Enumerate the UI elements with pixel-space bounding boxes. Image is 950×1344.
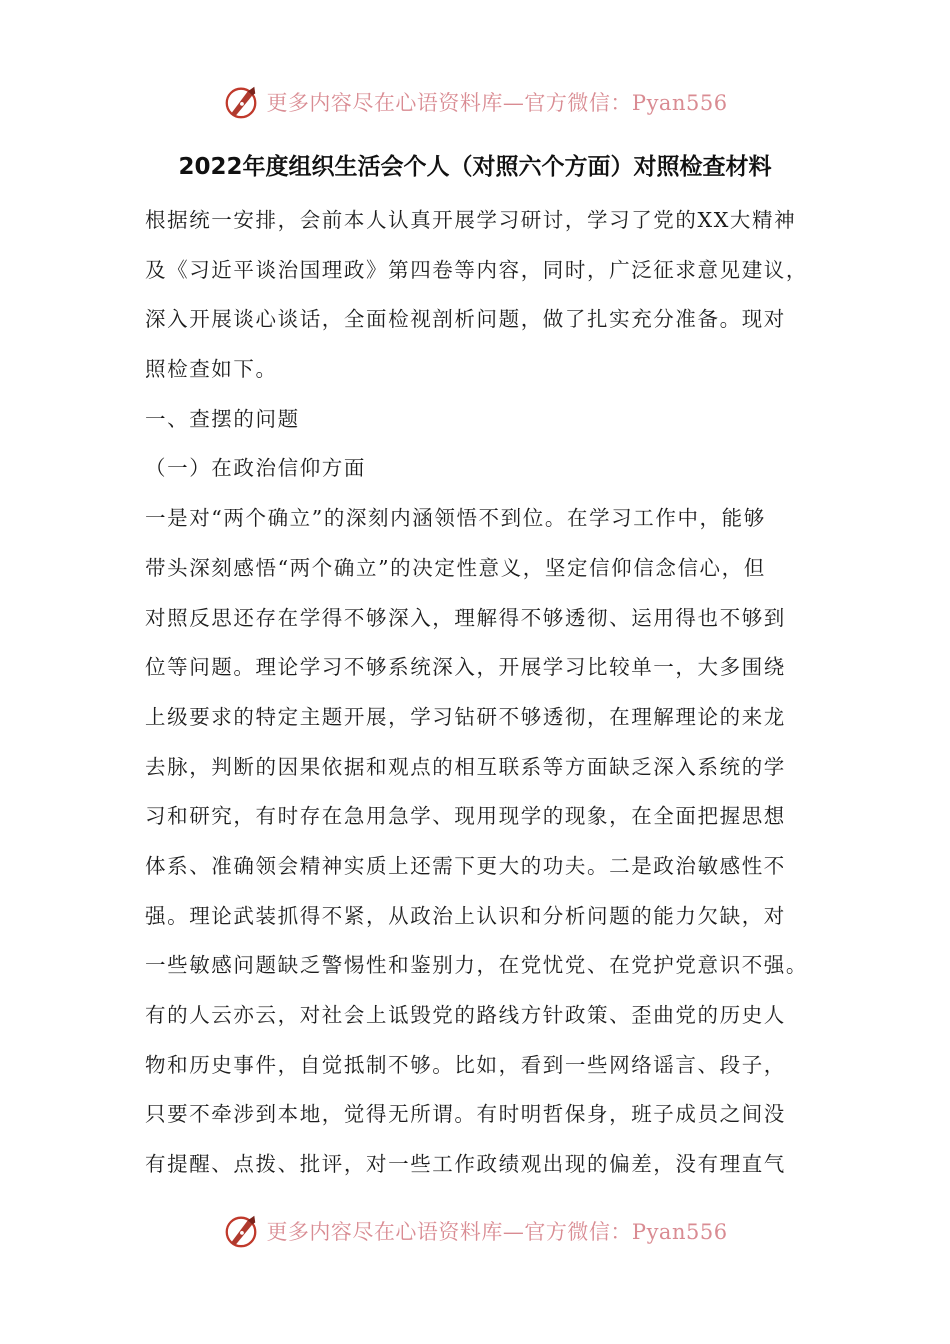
body-line: 一些敏感问题缺乏警惕性和鉴别力，在党忧党、在党护党意识不强。 [145,953,808,978]
header-watermark-banner [0,77,950,127]
body-line: 深入开展谈心谈话，全面检视剖析问题，做了扎实充分准备。现对 [145,307,786,332]
body-line: 去脉，判断的因果依据和观点的相互联系等方面缺乏深入系统的学 [145,754,786,779]
body-line: 位等问题。理论学习不够系统深入，开展学习比较单一，大多围绕 [145,655,786,680]
body-line: 照检查如下。 [145,357,278,382]
body-line: 习和研究，有时存在急用急学、现用现学的现象，在全面把握思想 [145,804,786,829]
body-line: 一是对“两个确立”的深刻内涵领悟不到位。在学习工作中，能够 [145,506,766,531]
header-watermark-text: 更多内容尽在心语资料库—官方微信：Pyan556 [266,91,728,115]
footer-watermark-banner [0,1206,950,1256]
pen-nib-circle-icon [222,83,260,121]
body-line: 带头深刻感悟“两个确立”的决定性意义，坚定信仰信念信心，但 [145,555,766,580]
body-line: 根据统一安排，会前本人认真开展学习研讨，学习了党的XX大精神 [145,208,797,232]
page-title: 2022年度组织生活会个人（对照六个方面）对照检查材料 [178,154,772,180]
document-body [145,196,825,1190]
body-line: 上级要求的特定主题开展，学习钻研不够透彻，在理解理论的来龙 [145,704,786,729]
pen-nib-circle-icon [222,1212,260,1250]
subsection-heading: （一）在政治信仰方面 [145,456,366,481]
body-line: 对照反思还存在学得不够深入，理解得不够透彻、运用得也不够到 [145,605,786,630]
body-line: 体系、准确领会精神实质上还需下更大的功夫。二是政治敏感性不 [145,853,786,878]
body-line: 物和历史事件，自觉抵制不够。比如，看到一些网络谣言、段子， [145,1052,786,1077]
body-line: 及《习近平谈治国理政》第四卷等内容，同时，广泛征求意见建议， [145,257,808,282]
section-heading: 一、查摆的问题 [145,406,300,431]
body-line: 只要不牵涉到本地，觉得无所谓。有时明哲保身，班子成员之间没 [145,1102,786,1127]
footer-watermark-text: 更多内容尽在心语资料库—官方微信：Pyan556 [266,1220,728,1244]
body-line: 有提醒、点拨、批评，对一些工作政绩观出现的偏差，没有理直气 [145,1152,786,1177]
body-line: 有的人云亦云，对社会上诋毁党的路线方针政策、歪曲党的历史人 [145,1003,786,1027]
body-line: 强。理论武装抓得不紧，从政治上认识和分析问题的能力欠缺，对 [145,903,786,928]
